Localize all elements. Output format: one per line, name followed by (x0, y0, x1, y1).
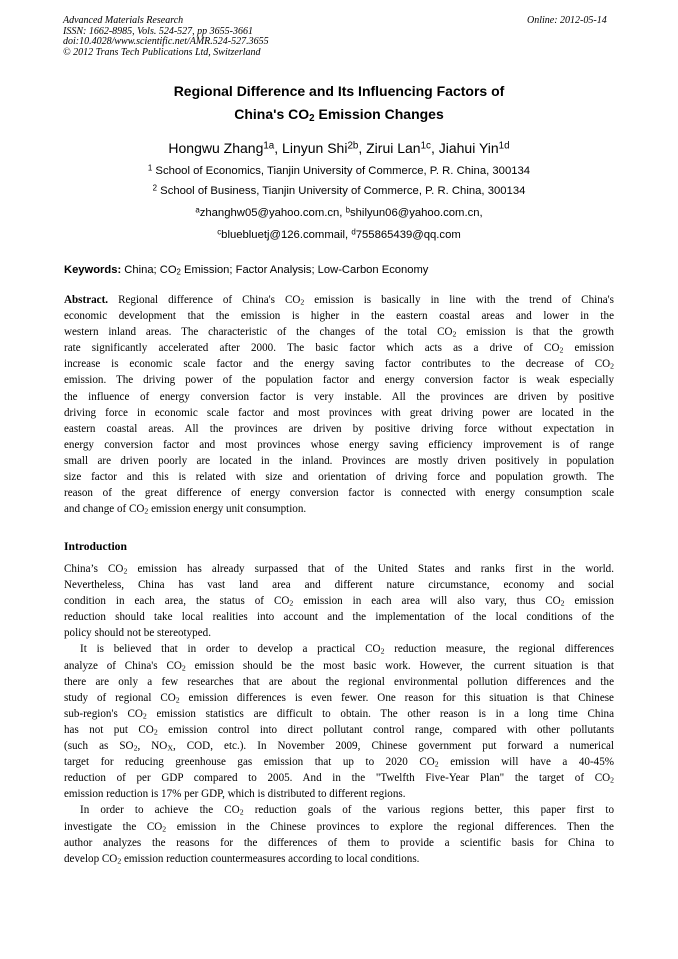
text-line: Nevertheless, China has vast land area and different nature circumstance, economy and social (64, 579, 614, 592)
text-line: western inland areas. The characteristic of the changes of the total $CO_2$ emission is that the growth (64, 326, 614, 339)
text-line: investigate the $CO_2$ emission in the Chinese provinces to explore the regional differences. Then the (64, 820, 614, 834)
author-name: Hongwu Zhang (168, 140, 264, 156)
text-line: Abstract. Regional difference of China's $CO_2$ emission is basically in line with the trend of China's (64, 294, 614, 307)
text-line: study of regional $CO_2$ emission differences is even fewer. One reason for this situation is that Chinese (64, 691, 614, 705)
online-date: Online: 2012-05-14 (527, 15, 607, 26)
affiliation-2: $^2$ School of Business, Tianjin University of Commerce, P. R. China, 300134 (152, 183, 526, 197)
issn-line: ISSN: 1662-8985, Vols. 524-527, pp 3655-3661 (63, 25, 253, 37)
text-line: driving force in economic scale factor and most provinces with great driving power are located in the (64, 406, 614, 419)
text-line: policy should not be stereotyped. (64, 627, 211, 640)
keywords: Keywords: China; $CO_2$ Emission; Factor Analysis; Low-Carbon Economy (64, 264, 429, 277)
affiliation-1: $^1$ School of Economics, Tianjin University of Commerce, P. R. China, 300134 (147, 163, 531, 177)
email-link[interactable]: zhanghw05@yahoo.com.cn, (199, 207, 346, 219)
text-line: reduction should take local realities into account and the implementation of the local conditions of the (64, 611, 614, 624)
text-line: It is believed that in order to develop a practical $CO_2$ reduction measure, the regional differences (80, 643, 614, 657)
text-line: China’s $CO_2$ emission has already surpassed that of the United States and ranks first in the world. (64, 563, 614, 576)
text-line: reason of the great difference of energy conversion factor is connected with energy consumption scale (64, 487, 614, 500)
introduction-body (64, 561, 614, 867)
text-line: economic development that the emission is higher in the eastern coastal areas and lower in the (64, 310, 614, 323)
text-line: target for reducing greenhouse gas emission that up to 2020 $CO_2$ emission will have a 40-45% (64, 756, 614, 769)
text-line: author analyzes the reasons for the differences of them to provide a scientific basis for China to (64, 836, 614, 849)
paper-title-line2: China's $CO_2$ Emission Changes (234, 106, 444, 124)
text-line: reduction of per GDP compared to 2005. And in the "Twelfth Five-Year Plan" the target of $CO_2$ (64, 772, 614, 785)
journal-name: Advanced Materials Research (63, 15, 184, 26)
journal-header (63, 16, 269, 58)
text-line: (such as $SO_2$, $NO_X$, COD, etc.). In November 2009, Chinese government put forward a numerical (64, 740, 615, 753)
text-line: eastern coastal areas. All the provinces are driven by positive driving force without expectation in (64, 422, 614, 435)
email-link[interactable]: shilyun06@yahoo.com.cn, (350, 207, 483, 219)
text-line: analyze of China's $CO_2$ emission should be the most basic work. However, the current situation is that (64, 659, 614, 673)
text-line: and change of $CO_2$ emission energy unit consumption. (64, 503, 307, 516)
text-line: sub-region's $CO_2$ emission statistics are difficult to obtain. The other reason is in a long time China (64, 707, 614, 721)
text-line: energy conversion factor and most provinces whose energy saving efficiency improvement is of range (64, 438, 614, 451)
text-line: emission reduction is 17% per GDP, which is distributed to different regions. (64, 788, 406, 801)
text-line: condition in each area, the status of $CO_2$ emission in each area will also vary, thus $CO_2$ emission (64, 595, 614, 608)
text-line: small are driven poorly are located in the inland. Provinces are mostly driven positively in population (64, 454, 614, 467)
keywords-label: Keywords: (64, 264, 122, 276)
text-line: there are only a few researches that are about the regional environmental pollution differences and the (64, 675, 614, 688)
copyright-line: © 2012 Trans Tech Publications Ltd, Switzerland (63, 46, 261, 58)
author-name: Zirui Lan (366, 140, 421, 156)
text-line: develop $CO_2$ emission reduction countermeasures according to local conditions. (64, 852, 420, 866)
doi-line: doi:10.4028/www.scientific.net/AMR.524-527.3655 (63, 36, 269, 48)
abstract-label: Abstract. (64, 294, 109, 306)
author-name: Jiahui Yin (438, 140, 499, 156)
email-link[interactable]: bluebluetj@126.commail, (221, 229, 352, 241)
author-name: Linyun Shi (282, 140, 348, 156)
text-line: size factor and this is related with size and orientation of driving force and population growth. The (64, 471, 614, 484)
text-line: emission. The driving power of the population factor and energy conversion factor is weak especially (64, 374, 614, 387)
text-line: increase is economic scale factor and the energy saving factor contributes to the decrease of $CO_2$ (64, 358, 614, 371)
text-line: rate significantly accelerated after 2000. The basic factor which acts as a drive of $CO_2$ emission (64, 342, 614, 355)
text-line: In order to achieve the $CO_2$ reduction goals of the various regions better, this paper first to (80, 804, 614, 817)
abstract-paragraph (64, 292, 614, 517)
text-line: has not put $CO_2$ emission control into direct pollutant control range, compared with other pollutants (64, 723, 615, 737)
author-list: Hongwu Zhang$^{1a}$, Linyun Shi$^{2b}$, Zirui Lan$^{1c}$, Jiahui Yin$^{1d}$ (168, 140, 510, 156)
email-link[interactable]: 755865439@qq.com (355, 229, 461, 241)
email-line-1: $^a$zhanghw05@yahoo.com.cn, $^b$shilyun06@yahoo.com.cn, (195, 205, 483, 219)
email-line-2: $^c$bluebluetj@126.commail, $^d$755865439@qq.com (217, 227, 461, 241)
paper-title-line1: Regional Difference and Its Influencing Factors of (173, 83, 505, 99)
section-heading-introduction: Introduction (64, 540, 127, 553)
text-line: the influence of energy conversion factor is very instable. All the provinces are driven by positive (64, 390, 614, 403)
